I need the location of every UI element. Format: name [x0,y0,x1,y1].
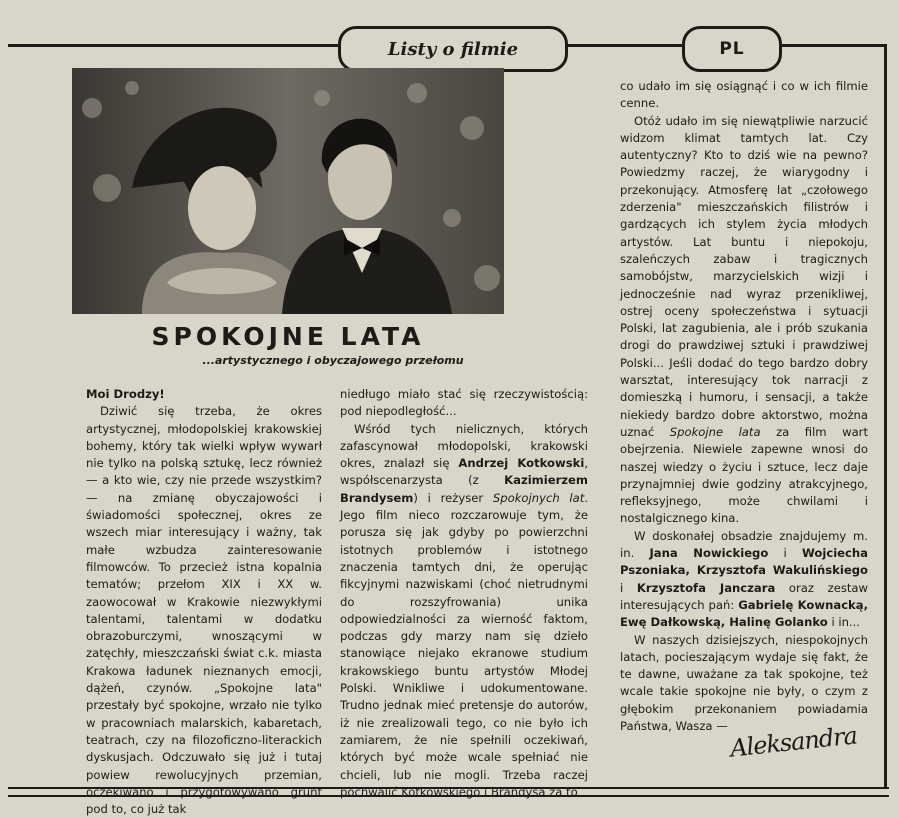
greeting: Moi Drodzy! [86,387,165,401]
text-run: Wśród tych nielicznych, których zafascynował młodopolski, krakowski okres, znalazł się [340,421,588,471]
text-run: , współscenarzysta (z [340,456,588,488]
paragraph: niedługo miało stać się rzeczywistością: pod niepodległość... [340,387,588,419]
paragraph [620,528,868,632]
text-run: . Jego film nieco rozczarowuje tym, że porusza się jak gdyby po powierzchni istotnych problemów i istotnego znaczenia tamtych dni, że operując fikcyjnymi nazwiskami (choć nietrudnymi do rozszyfrowania) unika odpowiedzialności za wierność faktom, podczas gdy marzy nam się dzieło stanowiące niejako ekranowe studium krakowskiego buntu artystów Młodej Polski. Wnikliwe i udokumentowane. Trudno jednak mieć pretensje do autorów, iż nie zrealizowali tego, co nie było ich zamiarem, że nie spełnili oczekiwań, których być może wcale spełniać nie chcieli, lub nie mogli. Trzeba raczej pochwalić Kotkowskiego i Brandysa za to [340,490,588,799]
text-run: ) i reżyser [413,490,493,505]
text-column-3 [620,78,868,735]
paragraph [620,113,868,528]
signature: Aleksandra [728,721,859,763]
film-title: Spokojnych lat [492,490,585,505]
person-name: Gabrielę Kownacką, Ewę Dałkowską, Halinę Golanko [620,597,868,630]
text-run: i [620,580,637,595]
article-title: SPOKOJNE LATA [151,322,425,351]
text-run: Otóż udało im się niewątpliwie narzucić widzom klimat tamtych lat. Czy autentyczny? Kto to dziś wie na pewno? Powiedzmy raczej, że wiarygodny i przekonujący. Atmosferę lat „czołowego zderzenia" mieszczańskich filistrów i gardzących ich stylem życia młodych artystów. Lat buntu i niepokoju, szaleńczych zabaw i tragicznych samobójstw, marzycielskich wizji i jednocześnie nad wyraz przenikliwej, ostrej oceny społeczeństwa i sytuacji Polski, lat zagubienia, ale i prób szukania drogi do prawdziwej sztuki i prawdziwej Polski... Jeśli dodać do tego bardzo dobry warsztat, interesujący tok narracji z domieszką i humoru, i sensacji, a także niekiedy bardzo dobre aktorstwo, można uznać [620,113,868,439]
text-column-1 [86,386,322,818]
person-name: Wojciecha Pszoniaka, Krzysztofa Wakulińskiego [620,546,868,578]
language-label: PL [719,39,745,59]
person-name: Andrzej Kotkowski [458,456,585,471]
article-subtitle: ...artystycznego i obyczajowego przełomu [202,354,464,367]
paragraph [340,421,588,802]
text-run: za film wart obejrzenia. Niewiele zapewne wnosi do naszej wiedzy o życiu i sztuce, lecz daje przynajmniej dwie godziny atrakcyjnego, refleksyjnego, może chwilami i nostalgicznego kina. [620,424,868,526]
section-header [338,26,568,72]
paragraph: co udało im się osiągnąć i co w ich filmie cenne. [620,79,868,111]
language-tab [682,26,782,72]
film-still-photo [72,68,504,314]
paragraph: W naszych dzisiejszych, niespokojnych latach, pocieszającym wydaje się fakt, że te dawne, uważane za tak spokojne, też wcale takie spokojne nie były, o czym z głębokim przekonaniem powiadamia Państwa, Wasza — [620,632,868,733]
person-name: Jana Nowickiego [649,546,769,561]
text-run: i in... [827,615,860,630]
section-title: Listy o filmie [387,38,519,60]
text-run: W doskonałej obsadzie znajdujemy m. in. [620,528,868,561]
person-name: Kazimierzem Brandysem [340,473,588,505]
text-run: i [768,546,803,561]
film-title: Spokojne lata [669,424,761,439]
person-name: Krzysztofa Janczara [636,580,776,595]
paragraph: Dziwić się trzeba, że okres artystycznej, młodopolskiej krakowskiej bohemy, który tak wielki wpływ wywarł nie tylko na polską sztukę, lecz również — a kto wie, czy nie przede wszystkim? — na zmianę obyczajowości i świadomości społecznej, okres ze wszech miar interesujący i ważny, tak małe wzbudza zainteresowanie filmowców. To przecież istna kopalnia tematów; przełom XIX i XX w. zaowocował w Krakowie niezwykłymi talentami, talentami w dodatku obrazoburczymi, wnoszącymi w zatęchły, mieszczański świat c.k. miasta Krakowa ładunek nieznanych emocji, dążeń, czynów. „Spokojne lata" przestały być spokojne, wrzało nie tylko w pracowniach malarskich, kabaretach, teatrach, czy na filozoficzno-literackich dyskusjach. Odczuwało się już i tutaj powiew rewolucyjnych przemian, oczekiwano i przygotowywano grunt pod to, co już tak [86,404,322,817]
text-run: oraz zestaw interesujących pań: [620,580,868,612]
text-column-2 [340,386,588,801]
